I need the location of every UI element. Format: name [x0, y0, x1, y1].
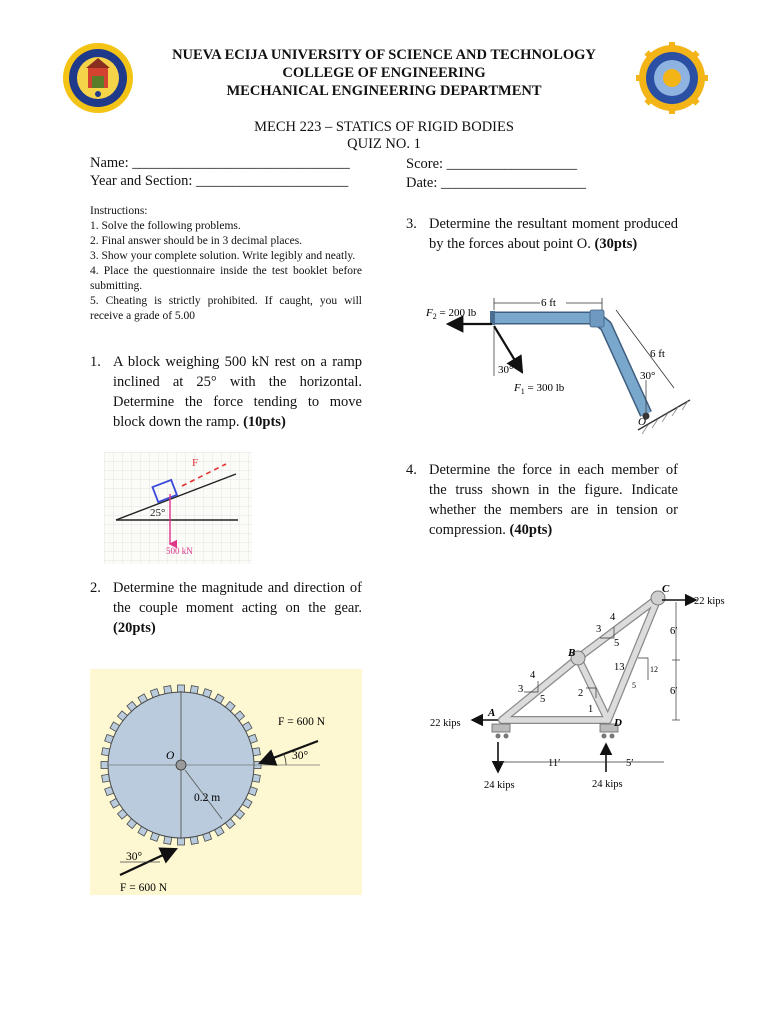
truss-slope-13: 13: [614, 662, 625, 673]
instruction-item: 4. Place the questionnaire inside the test booklet before submitting.: [90, 265, 362, 292]
year-section-field[interactable]: Year and Section: _____________________: [90, 173, 349, 189]
truss-dim-6b-label: 6′: [670, 686, 678, 697]
pipe-side-length-label: 6 ft: [650, 348, 665, 360]
truss-slope-4a: 4: [530, 670, 536, 681]
date-field[interactable]: Date: ____________________: [406, 175, 587, 191]
truss-node-a: A: [488, 707, 496, 719]
truss-dim-6a-label: 6′: [670, 626, 678, 637]
gear-force-bottom-label: F = 600 N: [120, 882, 168, 894]
truss-load-c-label: 22 kips: [694, 596, 725, 607]
truss-load-a-label: 22 kips: [430, 718, 461, 729]
pipe-f2-label: $F_2 = 200$ lb: [426, 307, 477, 321]
question-2: [90, 578, 362, 638]
pipe-top-length-label: 6 ft: [541, 297, 556, 309]
gear-radius-label: 0.2 m: [194, 792, 221, 804]
ramp-weight-label: 500 kN: [166, 546, 193, 556]
engineering-seal-icon: [636, 42, 708, 114]
question-1: [90, 352, 362, 432]
truss-node-d: D: [614, 717, 622, 729]
pipe-figure: [420, 280, 734, 446]
truss-slope-2: 2: [578, 688, 584, 699]
instruction-item: 2. Final answer should be in 3 decimal places.: [90, 235, 303, 247]
instructions: [90, 204, 362, 324]
truss-load-up-label: 24 kips: [592, 779, 623, 790]
pipe-angle-side-label: 30°: [640, 370, 656, 382]
ramp-figure: [104, 452, 252, 564]
university-seal-icon: [62, 42, 134, 114]
question-text: Determine the resultant moment produced by the forces about point O.: [429, 216, 678, 252]
truss-slope-5c: 5: [632, 681, 636, 690]
truss-slope-1: 1: [588, 704, 594, 715]
truss-node-b: B: [568, 647, 576, 659]
truss-dim-5-label: 5′: [626, 758, 634, 769]
gear-figure: [90, 669, 362, 895]
pipe-point-label: O: [638, 416, 646, 428]
gear-angle-top-label: 30°: [292, 750, 309, 762]
college-name: COLLEGE OF ENGINEERING: [282, 65, 486, 81]
truss-load-down-label: 24 kips: [484, 780, 515, 791]
truss-slope-3a: 3: [518, 684, 524, 695]
truss-slope-5a: 5: [540, 694, 546, 705]
gear-angle-bottom-label: 30°: [126, 851, 143, 863]
quiz-title: QUIZ NO. 1: [347, 136, 421, 152]
instruction-item: 3. Show your complete solution. Write legibly and neatly.: [90, 250, 356, 262]
truss-dim-11-label: 11′: [548, 758, 561, 769]
pipe-angle-f1-label: 30°: [498, 364, 514, 376]
question-3: [406, 214, 678, 254]
course-title: MECH 223 – STATICS OF RIGID BODIES: [254, 119, 514, 135]
question-text: Determine the magnitude and direction of the couple moment acting on the gear.: [113, 580, 362, 616]
ramp-force-label: F: [192, 457, 199, 469]
truss-figure: [428, 580, 738, 794]
instruction-item: 1. Solve the following problems.: [90, 220, 241, 232]
truss-node-c: C: [662, 583, 670, 595]
pipe-f1-label: $F_1 = 300$ lb: [514, 382, 565, 396]
ramp-angle-label: 25°: [150, 507, 166, 519]
department-name: MECHANICAL ENGINEERING DEPARTMENT: [226, 83, 542, 99]
question-points: (10pts): [243, 414, 286, 430]
question-4: [406, 460, 678, 540]
name-field[interactable]: Name: ______________________________: [90, 155, 350, 171]
question-number: 4.: [406, 462, 417, 478]
question-points: (20pts): [113, 620, 156, 636]
truss-slope-4b: 4: [610, 612, 616, 623]
truss-slope-12: 12: [650, 665, 658, 674]
question-text: A block weighing 500 kN rest on a ramp inclined at 25° with the horizontal. Determine the force tending to move block down the ramp.: [113, 354, 362, 430]
gear-center-label: O: [166, 750, 175, 762]
question-number: 3.: [406, 216, 417, 232]
university-name: NUEVA ECIJA UNIVERSITY OF SCIENCE AND TECHNOLOGY: [172, 47, 596, 63]
question-number: 2.: [90, 580, 101, 596]
instructions-heading: Instructions:: [90, 205, 148, 217]
question-number: 1.: [90, 354, 101, 370]
question-points: (40pts): [509, 522, 553, 538]
truss-slope-3b: 3: [596, 624, 602, 635]
gear-force-top-label: F = 600 N: [278, 716, 326, 728]
score-field[interactable]: Score: __________________: [406, 156, 578, 172]
instruction-item: 5. Cheating is strictly prohibited. If caught, you will receive a grade of 5.00: [90, 295, 362, 322]
truss-slope-5b: 5: [614, 638, 620, 649]
question-text: Determine the force in each member of the truss shown in the figure. Indicate whether the members are in tension or compression.: [429, 462, 678, 538]
question-points: (30pts): [594, 236, 638, 252]
